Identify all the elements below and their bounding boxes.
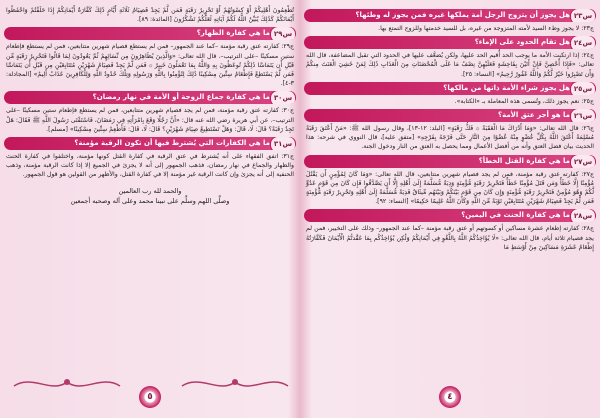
- question-number: س٢٩: [270, 27, 296, 40]
- answer-text: ج٢٥: نعم يجوز ذلك، وتُسمى هذه المعاملة بـ «الكتابة».: [454, 97, 594, 105]
- question-header: [4, 137, 296, 150]
- closing-line-1: والحمد لله رب العالمين: [118, 186, 182, 195]
- question-text: هل يجوز شراء الأمة ذاتها من مالكها؟: [443, 83, 570, 92]
- question-header: [304, 209, 596, 222]
- closing-line-2: وصلَّى اللهم وسلَّم على نبينا محمد وعلى آله وصحبه أجمعين: [70, 196, 230, 205]
- closing-text: [4, 186, 296, 206]
- flourish-ornament-icon: [12, 372, 122, 394]
- question-text: ما هي الكفارات التي يُشترط فيها أن تكون الرقبة مؤمنة؟: [74, 139, 270, 148]
- answer-text: ج٢٦: قال الله تعالى: «وَمَا أَدْرَاكَ مَا الْعَقَبَةُ ۞ فَكُّ رَقَبَةٍ» [البلد: ١٢-١٣]، وقال رسول الله ﷺ: «مَنْ أَعْتَقَ رَقَبَةً مُسْلِمَةً أَعْتَقَ اللَّهُ بِكُلِّ عُضْوٍ مِنْهُ عُضْوًا مِنَ النَّارِ حَتَّى فَرْجَهُ بِفَرْجِهِ» [متفق عليه]، قال النووي في شرحه: هذا الحديث بيان فضل العتق وأنه من أفضل الأعمال ومما يحصل به العتق من النار ودخول الجنة.: [306, 125, 595, 151]
- question-block-27: [304, 155, 596, 207]
- question-number: س٢٤: [570, 36, 596, 49]
- right-page: [304, 6, 596, 412]
- left-page: [4, 6, 296, 412]
- question-block-31: [4, 137, 296, 180]
- answer-text: ج٣٠: كفارته عتق رقبة مؤمنة، فمن لم يجد فصيام شهرين متتابعين، فمن لم يستطع فإطعام ستين مسكينًا –على الترتيب–. عن أبي هريرة رضي الله عنه قال: «أَنَّ رَجُلًا وَقَعَ بِامْرَأَتِهِ فِي رَمَضَانَ، فَاسْتَفْتَى رَسُولَ اللَّهِ ﷺ فَقَالَ: هَلْ تَجِدُ رَقَبَةً؟ قَالَ: لَا، قَالَ: وَهَلْ تَسْتَطِيعُ صِيَامَ شَهْرَيْنِ؟ قَالَ: لَا، قَالَ: فَأَطْعِمْ سِتِّينَ مِسْكِينًا» [مسلم].: [6, 107, 294, 133]
- question-block-24: [304, 36, 596, 79]
- answer-text: ج٢٨: كفارته إطعام عشرة مساكين أو كسوتهم أو عتق رقبة مؤمنة –كما عند الجمهور– وذلك على التخيير، فمن لم يجد فصيام ثلاثة أيام، قال الله تعالى: «لَا يُؤَاخِذُكُمُ اللَّهُ بِاللَّغْوِ فِي أَيْمَانِكُمْ وَلَٰكِن يُؤَاخِذُكُم بِمَا عَقَّدتُّمُ الْأَيْمَانَ فَكَفَّارَتُهُ إِطْعَامُ عَشَرَةِ مَسَاكِينَ مِنْ أَوْسَطِ مَا: [306, 225, 594, 251]
- question-number: س٣٠: [270, 91, 296, 104]
- question-number: س٣١: [270, 137, 296, 150]
- question-block-23: [304, 9, 596, 33]
- question-text: ما هو أجر عتق الأمة؟: [498, 111, 570, 120]
- answer-text: ج٢٣: لا يجوز وطء السيد لأمته المتزوجة من غيره، بل للسيد خدمتها وللزوج التمتع بها.: [378, 25, 594, 32]
- question-number: س٢٣: [570, 9, 596, 22]
- question-block-29: [4, 27, 296, 88]
- question-header: [4, 91, 296, 104]
- answer-text: ج٢٩: كفارته عتق رقبة مؤمنة –كما عند الجمهور– فمن لم يستطع فصيام شهرين متتابعين، فمن لم يستطع فإطعام ستين مسكينًا –على الترتيب–. قال الله تعالى: «وَالَّذِينَ يُظَاهِرُونَ مِن نِّسَائِهِمْ ثُمَّ يَعُودُونَ لِمَا قَالُوا فَتَحْرِيرُ رَقَبَةٍ مِّن قَبْلِ أَن يَتَمَاسَّا ذَٰلِكُمْ تُوعَظُونَ بِهِ وَاللَّهُ بِمَا تَعْمَلُونَ خَبِيرٌ ۞ فَمَن لَّمْ يَجِدْ فَصِيَامُ شَهْرَيْنِ مُتَتَابِعَيْنِ مِن قَبْلِ أَن يَتَمَاسَّا فَمَن لَّمْ يَسْتَطِعْ فَإِطْعَامُ سِتِّينَ مِسْكِينًا ذَٰلِكَ لِتُؤْمِنُوا بِاللَّهِ وَرَسُولِهِ وَتِلْكَ حُدُودُ اللَّهِ وَلِلْكَافِرِينَ عَذَابٌ أَلِيمٌ» [المجادلة: ٣-٤].: [6, 43, 294, 88]
- question-text: ما هي كفارة الظهار؟: [196, 29, 270, 38]
- question-number: س٢٨: [570, 209, 596, 222]
- question-block-25: [304, 82, 596, 106]
- intro-text: تُطْعِمُونَ أَهْلِيكُمْ أَوْ كِسْوَتُهُمْ أَوْ تَحْرِيرُ رَقَبَةٍ فَمَن لَّمْ يَجِدْ فَصِيَامُ ثَلَاثَةِ أَيَّامٍ ذَٰلِكَ كَفَّارَةُ أَيْمَانِكُمْ إِذَا حَلَفْتُمْ وَاحْفَظُوا أَيْمَانَكُمْ كَذَٰلِكَ يُبَيِّنُ اللَّهُ لَكُمْ آيَاتِهِ لَعَلَّكُمْ تَشْكُرُونَ [المائدة: ٨٩].: [6, 7, 294, 24]
- question-header: [304, 155, 596, 168]
- question-header: [304, 36, 596, 49]
- question-header: [4, 27, 296, 40]
- question-number: س٢٥: [570, 82, 596, 95]
- answer-text: ج٢٤: إذا ارتكبت الأمة ما يوجب الحد أُقيم الحد عليها، ولكن يُضعَّف عليها في الحدود التي تقبل المضاعفة، قال الله تعالى: «فَإِذَا أُحْصِنَّ فَإِنْ أَتَيْنَ بِفَاحِشَةٍ فَعَلَيْهِنَّ نِصْفُ مَا عَلَى الْمُحْصَنَاتِ مِنَ الْعَذَابِ ذَٰلِكَ لِمَنْ خَشِيَ الْعَنَتَ مِنكُمْ وَأَن تَصْبِرُوا خَيْرٌ لَّكُمْ وَاللَّهُ غَفُورٌ رَّحِيمٌ» [النساء: ٢٥].: [306, 52, 594, 78]
- question-text: هل يجوز أن يتزوج الرجل أمة يملكها غيره فمن يجوز له وطئها؟: [355, 11, 570, 19]
- page-number: ٥: [139, 386, 161, 408]
- question-block-26: [304, 109, 596, 152]
- question-number: س٢٧: [570, 155, 596, 168]
- page-number: ٤: [439, 386, 461, 408]
- question-header: [304, 109, 596, 122]
- question-block-30: [4, 91, 296, 134]
- answer-text: ج٢٧: كفارته عتق رقبة مؤمنة، فمن لم يجد فصيام شهرين متتابعين، قال الله تعالى: «وَمَا كَانَ لِمُؤْمِنٍ أَن يَقْتُلَ مُؤْمِنًا إِلَّا خَطَأً وَمَن قَتَلَ مُؤْمِنًا خَطَأً فَتَحْرِيرُ رَقَبَةٍ مُّؤْمِنَةٍ وَدِيَةٌ مُّسَلَّمَةٌ إِلَىٰ أَهْلِهِ إِلَّا أَن يَصَّدَّقُوا فَإِن كَانَ مِن قَوْمٍ عَدُوٍّ لَّكُمْ وَهُوَ مُؤْمِنٌ فَتَحْرِيرُ رَقَبَةٍ مُّؤْمِنَةٍ وَإِن كَانَ مِن قَوْمٍ بَيْنَكُمْ وَبَيْنَهُم مِّيثَاقٌ فَدِيَةٌ مُّسَلَّمَةٌ إِلَىٰ أَهْلِهِ وَتَحْرِيرُ رَقَبَةٍ مُّؤْمِنَةٍ فَمَن لَّمْ يَجِدْ فَصِيَامُ شَهْرَيْنِ مُتَتَابِعَيْنِ تَوْبَةً مِّنَ اللَّهِ وَكَانَ اللَّهُ عَلِيمًا حَكِيمًا» [النساء: ٩٢].: [306, 170, 594, 206]
- answer-text: ج٣١: اتفق الفقهاء على أنه يُشترط في عتق الرقبة في كفارة القتل كونها مؤمنة، واختلفوا في كفارة الحنث والظهار والجماع في نهار رمضان، فذهب الجمهور إلى أنه لا يجزئ في الجميع إلا إذا كانت الرقبة مؤمنة، وذهب الحنفية إلى أنه يجزئ وإن كانت الرقبة غير مؤمنة إلا في كفارة القتل، والأظهر من القولين هو قول الجمهور.: [6, 153, 294, 179]
- question-text: ما هي كفارة جماع الزوجة أو الأمة في نهار رمضان؟: [92, 93, 270, 102]
- question-number: س٢٦: [570, 109, 596, 122]
- question-block-28: [304, 209, 596, 252]
- question-text: ما هي كفارة القتل الخطأ؟: [478, 156, 570, 165]
- flourish-ornament-icon: [180, 372, 290, 394]
- question-header: [304, 9, 596, 22]
- question-text: ما هي كفارة الحنث في اليمين؟: [461, 211, 570, 220]
- question-header: [304, 82, 596, 95]
- question-text: هل تقام الحدود على الإماء؟: [474, 38, 570, 47]
